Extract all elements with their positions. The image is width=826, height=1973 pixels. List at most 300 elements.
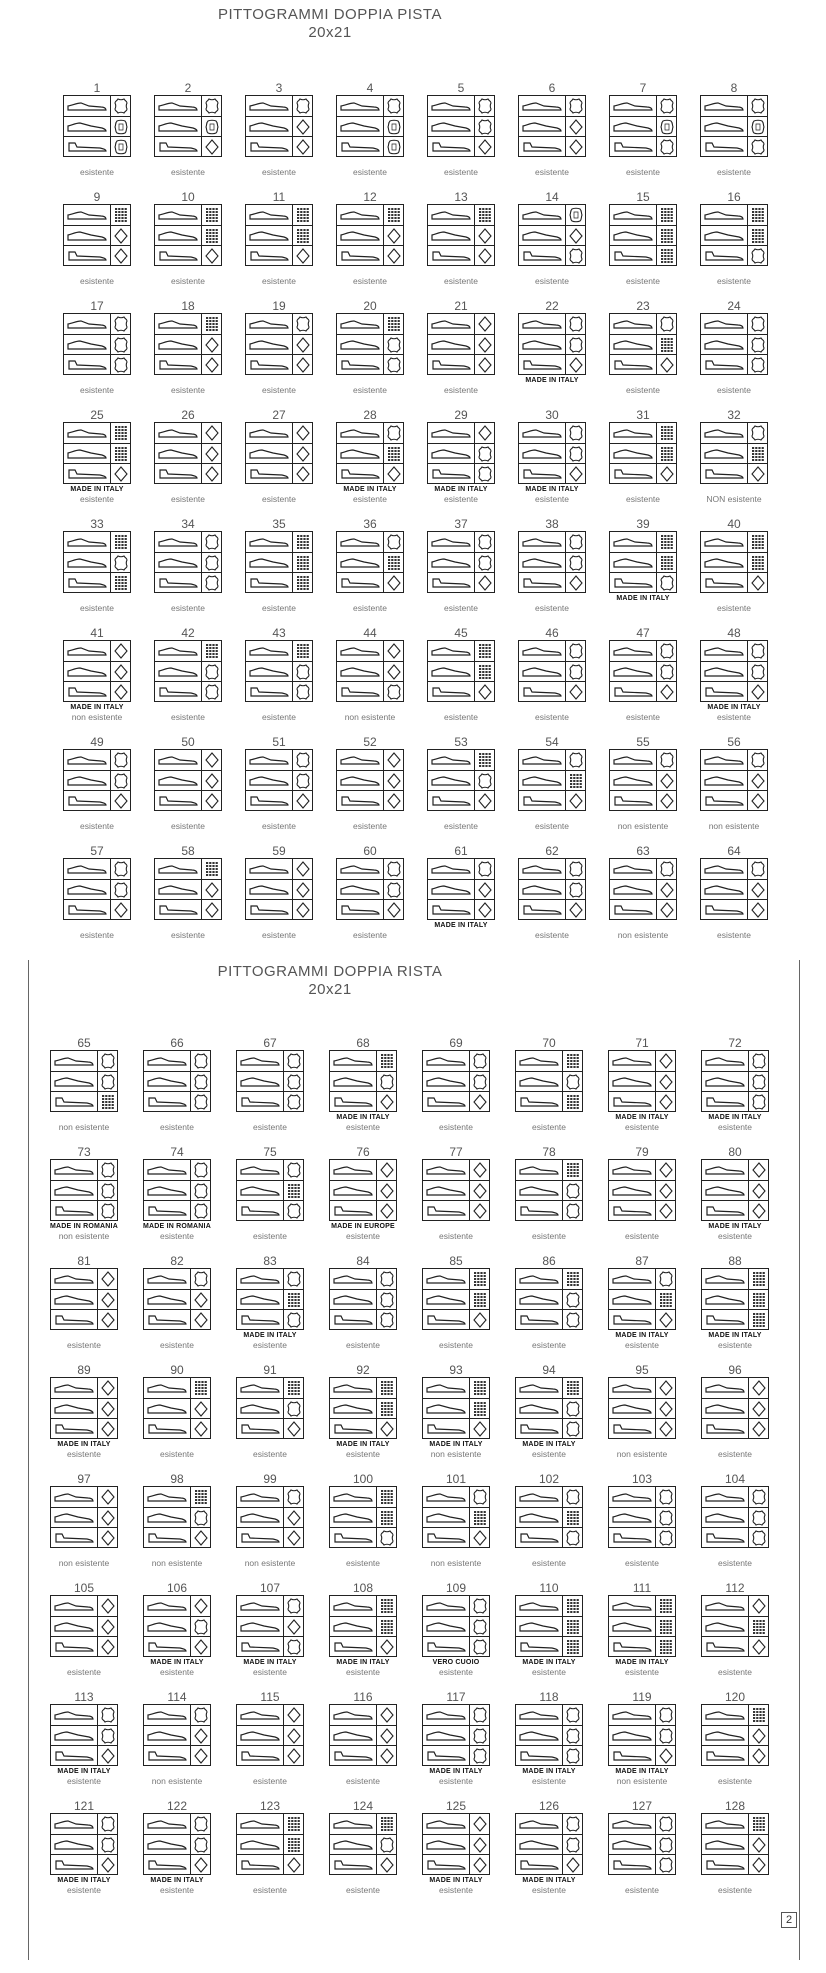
pictogram-row [155, 205, 221, 225]
pictogram-cell [57, 82, 137, 190]
shoe-outline-icon [431, 250, 471, 262]
shoe-outline-icon [340, 339, 380, 351]
shoe-outline-icon [522, 775, 562, 787]
shoe-outline-icon [431, 686, 471, 698]
leather-hide-icon [658, 1707, 674, 1723]
mesh-grid-icon [472, 1380, 488, 1396]
shoe-outline-icon [613, 863, 653, 875]
pictogram-row [337, 205, 403, 225]
pictogram-box [701, 1595, 769, 1657]
column-divider [748, 1596, 749, 1656]
column-divider [748, 1378, 749, 1438]
leather-hide-icon [568, 534, 584, 550]
textile-diamond-icon [100, 1598, 116, 1614]
pictogram-cell [416, 1255, 496, 1363]
shoe-outline-icon [519, 1512, 559, 1524]
leather-hide-icon [565, 1292, 581, 1308]
column-divider [283, 1814, 284, 1874]
pictogram-row [237, 1309, 303, 1330]
pictogram-row [144, 1487, 210, 1507]
pictogram-row [701, 661, 767, 682]
pictogram-box [336, 640, 404, 702]
shoe-outline-icon [333, 1273, 373, 1285]
pictogram-row [423, 1051, 489, 1071]
column-divider [562, 1378, 563, 1438]
column-divider [656, 750, 657, 810]
pictogram-row [609, 1507, 675, 1528]
pictogram-cell [148, 845, 228, 953]
pictogram-row [428, 790, 494, 811]
shoe-outline-icon [54, 1512, 94, 1524]
status-label: esistente [717, 1122, 753, 1132]
column-divider [383, 423, 384, 483]
mesh-grid-icon [386, 207, 402, 223]
shoe-outline-icon [340, 448, 380, 460]
leather-hide-icon [286, 1094, 302, 1110]
status-label: esistente [159, 1122, 195, 1132]
mesh-grid-icon [113, 446, 129, 462]
shoe-outline-icon [522, 141, 562, 153]
pictogram-row [337, 443, 403, 464]
pictogram-row [423, 1289, 489, 1310]
pictogram-number: 33 [90, 517, 104, 531]
pictogram-row [519, 443, 585, 464]
status-label: esistente [352, 930, 388, 940]
leather-hide-icon [113, 555, 129, 571]
shoe-outline-icon [67, 339, 107, 351]
pictogram-box [518, 422, 586, 484]
shoe-outline-icon [704, 468, 744, 480]
shoe-outline-icon [158, 577, 198, 589]
shoe-outline-icon [158, 427, 198, 439]
shoe-outline-icon [147, 1273, 187, 1285]
shoe-outline-icon [704, 884, 744, 896]
shoe-outline-icon [704, 121, 744, 133]
textile-diamond-icon [295, 139, 311, 155]
textile-diamond-icon [568, 119, 584, 135]
pictogram-cell [602, 1037, 682, 1145]
pictogram-box [427, 95, 495, 157]
pictogram-row [702, 1309, 768, 1330]
shoe-outline-icon [54, 1839, 94, 1851]
textile-diamond-icon [286, 1619, 302, 1635]
shoe-outline-icon [431, 427, 471, 439]
pictogram-number: 2 [184, 81, 192, 95]
pictogram-cell [239, 82, 319, 190]
mesh-grid-icon [286, 1816, 302, 1832]
pictogram-number: 64 [727, 844, 741, 858]
textile-diamond-icon [568, 684, 584, 700]
pictogram-row [702, 1507, 768, 1528]
pictogram-row [702, 1745, 768, 1766]
pictogram-number: 12 [363, 190, 377, 204]
shoe-outline-icon [612, 1491, 652, 1503]
pictogram-box [609, 95, 677, 157]
shoe-outline-icon [704, 209, 744, 221]
mesh-grid-icon [750, 555, 766, 571]
textile-diamond-icon [193, 1312, 209, 1328]
shoe-outline-icon [705, 1709, 745, 1721]
sheet-1-subtitle: 20x21 [308, 24, 352, 41]
leather-hide-icon [477, 119, 493, 135]
shoe-outline-icon [522, 904, 562, 916]
pictogram-row [609, 1180, 675, 1201]
column-divider [747, 205, 748, 265]
leather-hide-icon [204, 575, 220, 591]
status-label: esistente [352, 167, 388, 177]
pictogram-row [144, 1309, 210, 1330]
pictogram-row [609, 1834, 675, 1855]
column-divider [190, 1378, 191, 1438]
pictogram-row [516, 1418, 582, 1439]
leather-hide-icon [750, 752, 766, 768]
pictogram-number: 9 [93, 190, 101, 204]
pictogram-row [516, 1745, 582, 1766]
pictogram-row [609, 1309, 675, 1330]
shoe-outline-icon [431, 884, 471, 896]
shoe-outline-icon [67, 100, 107, 112]
pictogram-cell [239, 409, 319, 517]
pictogram-number: 23 [636, 299, 650, 313]
pictogram-row [64, 463, 130, 484]
shoe-outline-icon [340, 141, 380, 153]
pictogram-number: 47 [636, 626, 650, 640]
origin-label: MADE IN ROMANIA [50, 1223, 118, 1230]
pictogram-row [610, 899, 676, 920]
shoe-outline-icon [613, 339, 653, 351]
pictogram-box [515, 1486, 583, 1548]
leather-hide-icon [658, 1489, 674, 1505]
status-label: non esistente [616, 1449, 668, 1459]
textile-diamond-icon [477, 337, 493, 353]
pictogram-row [423, 1725, 489, 1746]
shoe-outline-icon [519, 1491, 559, 1503]
status-label: non esistente [151, 1776, 203, 1786]
pictogram-row [144, 1269, 210, 1289]
pictogram-box [515, 1595, 583, 1657]
shoe-outline-icon [426, 1730, 466, 1742]
shoe-outline-icon [158, 686, 198, 698]
shoe-outline-icon [249, 686, 289, 698]
shoe-outline-icon [340, 100, 380, 112]
column-divider [283, 1487, 284, 1547]
shoe-outline-icon [67, 686, 107, 698]
pictogram-number: 120 [724, 1690, 746, 1704]
shoe-outline-icon [158, 230, 198, 242]
textile-diamond-icon [659, 357, 675, 373]
column-divider [747, 423, 748, 483]
textile-diamond-icon [193, 1857, 209, 1873]
shoe-outline-icon [147, 1859, 187, 1871]
shoe-outline-icon [705, 1600, 745, 1612]
shoe-outline-icon [705, 1621, 745, 1633]
column-divider [292, 314, 293, 374]
column-divider [656, 314, 657, 374]
pictogram-box [701, 1268, 769, 1330]
shoe-outline-icon [333, 1423, 373, 1435]
column-divider [656, 532, 657, 592]
column-divider [283, 1378, 284, 1438]
mesh-grid-icon [751, 1292, 767, 1308]
pictogram-number: 126 [538, 1799, 560, 1813]
pictogram-number: 116 [353, 1690, 373, 1704]
shoe-outline-icon [240, 1055, 280, 1067]
shoe-outline-icon [158, 795, 198, 807]
textile-diamond-icon [750, 793, 766, 809]
leather-hide-icon [113, 98, 129, 114]
pictogram-box [700, 640, 768, 702]
pictogram-row [702, 1160, 768, 1180]
origin-label: MADE IN ITALY [525, 377, 579, 384]
pictogram-box [518, 749, 586, 811]
shoe-outline-icon [704, 448, 744, 460]
textile-diamond-icon [193, 1292, 209, 1308]
textile-diamond-icon [658, 1401, 674, 1417]
shoe-outline-icon [54, 1185, 94, 1197]
status-label: esistente [625, 494, 661, 504]
pictogram-row [610, 770, 676, 791]
shoe-outline-icon [705, 1294, 745, 1306]
pictogram-row [246, 750, 312, 770]
pictogram-row [237, 1854, 303, 1875]
shoe-outline-icon [522, 754, 562, 766]
shoe-outline-icon [67, 775, 107, 787]
pictogram-row [702, 1091, 768, 1112]
shoe-outline-icon [705, 1491, 745, 1503]
pictogram-cell [512, 409, 592, 517]
textile-diamond-icon [568, 357, 584, 373]
shoe-outline-icon [147, 1641, 187, 1653]
status-label: esistente [66, 1340, 102, 1350]
pictogram-row [51, 1705, 117, 1725]
column-divider [562, 1596, 563, 1656]
textile-diamond-icon [659, 902, 675, 918]
mesh-grid-icon [659, 425, 675, 441]
pictogram-row [701, 770, 767, 791]
status-label: non esistente [151, 1558, 203, 1568]
pictogram-cell [695, 1364, 775, 1472]
pictogram-row [237, 1071, 303, 1092]
shoe-outline-icon [333, 1076, 373, 1088]
pictogram-row [423, 1487, 489, 1507]
pictogram-cell [239, 518, 319, 626]
pictogram-cell [695, 1146, 775, 1254]
pictogram-row [246, 572, 312, 593]
shoe-outline-icon [158, 100, 198, 112]
textile-diamond-icon [568, 793, 584, 809]
pictogram-number: 63 [636, 844, 650, 858]
pictogram-box [422, 1050, 490, 1112]
column-divider [292, 205, 293, 265]
pictogram-row [610, 463, 676, 484]
shoe-outline-icon [340, 557, 380, 569]
pictogram-box [608, 1268, 676, 1330]
pictogram-cell [512, 191, 592, 299]
pictogram-cell [603, 736, 683, 844]
shoe-outline-icon [147, 1205, 187, 1217]
origin-label: MADE IN ITALY [616, 595, 670, 602]
pictogram-box [700, 531, 768, 593]
textile-diamond-icon [113, 248, 129, 264]
pictogram-box [700, 749, 768, 811]
pictogram-box [518, 858, 586, 920]
shoe-outline-icon [522, 666, 562, 678]
pictogram-row [610, 205, 676, 225]
mesh-grid-icon [658, 1619, 674, 1635]
pictogram-number: 82 [170, 1254, 184, 1268]
pictogram-row [610, 552, 676, 573]
pictogram-row [701, 572, 767, 593]
shoe-outline-icon [333, 1859, 373, 1871]
pictogram-number: 119 [632, 1690, 652, 1704]
column-divider [190, 1051, 191, 1111]
pictogram-box [63, 95, 131, 157]
mesh-grid-icon [204, 207, 220, 223]
status-label: esistente [170, 712, 206, 722]
shoe-outline-icon [613, 250, 653, 262]
column-divider [474, 423, 475, 483]
pictogram-number: 98 [170, 1472, 184, 1486]
leather-hide-icon [295, 773, 311, 789]
shoe-outline-icon [704, 318, 744, 330]
pictogram-row [610, 423, 676, 443]
shoe-outline-icon [431, 318, 471, 330]
pictogram-row [337, 245, 403, 266]
shoe-outline-icon [431, 904, 471, 916]
column-divider [376, 1596, 377, 1656]
shoe-outline-icon [612, 1096, 652, 1108]
pictogram-row [237, 1705, 303, 1725]
pictogram-row [330, 1834, 396, 1855]
textile-diamond-icon [379, 1094, 395, 1110]
leather-hide-icon [286, 1401, 302, 1417]
status-label: esistente [531, 1340, 567, 1350]
origin-label: MADE IN ITALY [150, 1877, 204, 1884]
mesh-grid-icon [751, 1816, 767, 1832]
pictogram-box [329, 1813, 397, 1875]
column-divider [110, 750, 111, 810]
pictogram-box [701, 1486, 769, 1548]
textile-diamond-icon [751, 1380, 767, 1396]
pictogram-row [428, 423, 494, 443]
pictogram-box [143, 1704, 211, 1766]
pictogram-row [144, 1616, 210, 1637]
column-divider [565, 641, 566, 701]
leather-hide-icon [751, 1530, 767, 1546]
shoe-outline-icon [612, 1205, 652, 1217]
textile-diamond-icon [204, 882, 220, 898]
pictogram-row [51, 1487, 117, 1507]
shoe-outline-icon [704, 645, 744, 657]
shoe-outline-icon [340, 795, 380, 807]
status-label: esistente [531, 1231, 567, 1241]
shoe-outline-icon [522, 359, 562, 371]
column-divider [562, 1814, 563, 1874]
leather-hide-icon [379, 1312, 395, 1328]
pictogram-number: 128 [724, 1799, 746, 1813]
pictogram-row [516, 1091, 582, 1112]
pictogram-row [246, 681, 312, 702]
origin-label: MADE IN ITALY [70, 704, 124, 711]
leather-hide-icon [472, 1053, 488, 1069]
column-divider [201, 532, 202, 592]
leather-hide-icon [113, 773, 129, 789]
pictogram-row [237, 1527, 303, 1548]
shoe-outline-icon [612, 1055, 652, 1067]
leather-hide-icon [565, 1707, 581, 1723]
leather-hide-icon [568, 337, 584, 353]
pictogram-row [701, 423, 767, 443]
pictogram-row [519, 859, 585, 879]
pictogram-row [64, 354, 130, 375]
pictogram-row [428, 552, 494, 573]
pictogram-number: 122 [166, 1799, 188, 1813]
pictogram-cell [148, 518, 228, 626]
pictogram-box [609, 640, 677, 702]
pictogram-row [428, 334, 494, 355]
leather-hide-icon [659, 316, 675, 332]
pictogram-cell [148, 300, 228, 408]
shoe-outline-icon [54, 1750, 94, 1762]
status-label: esistente [261, 603, 297, 613]
leather-hide-icon [750, 98, 766, 114]
shoe-outline-icon [249, 121, 289, 133]
pictogram-box [608, 1486, 676, 1548]
pictogram-box [515, 1377, 583, 1439]
status-label: esistente [345, 1231, 381, 1241]
mesh-grid-icon [565, 1598, 581, 1614]
pictogram-row [237, 1507, 303, 1528]
shoe-outline-icon [519, 1164, 559, 1176]
pictogram-number: 22 [545, 299, 559, 313]
pictogram-cell [602, 1800, 682, 1908]
pictogram-number: 10 [181, 190, 195, 204]
status-label: esistente [717, 1885, 753, 1895]
pictogram-cell [602, 1255, 682, 1363]
pictogram-box [518, 640, 586, 702]
pictogram-cell [509, 1255, 589, 1363]
pictogram-row [519, 136, 585, 157]
pictogram-row [516, 1051, 582, 1071]
shoe-outline-icon [249, 754, 289, 766]
column-divider [655, 1814, 656, 1874]
pictogram-box [422, 1595, 490, 1657]
status-label: esistente [159, 1667, 195, 1677]
shoe-outline-icon [612, 1185, 652, 1197]
column-divider [562, 1051, 563, 1111]
pictogram-row [337, 681, 403, 702]
pictogram-row [609, 1051, 675, 1071]
pictogram-row [64, 443, 130, 464]
status-label: esistente [624, 1667, 660, 1677]
textile-diamond-icon [193, 1421, 209, 1437]
pictogram-box [608, 1377, 676, 1439]
pictogram-number: 74 [170, 1145, 184, 1159]
shoe-outline-icon [612, 1532, 652, 1544]
shoe-outline-icon [340, 863, 380, 875]
status-label: esistente [531, 1122, 567, 1132]
pictogram-row [330, 1636, 396, 1657]
pictogram-box [50, 1268, 118, 1330]
leather-hide-icon [565, 1203, 581, 1219]
pictogram-number: 18 [181, 299, 195, 313]
textile-diamond-icon [565, 1857, 581, 1873]
mesh-grid-icon [751, 1271, 767, 1287]
pictogram-row [701, 245, 767, 266]
pictogram-box [236, 1486, 304, 1548]
leather-hide-icon [659, 664, 675, 680]
pictogram-row [155, 463, 221, 484]
